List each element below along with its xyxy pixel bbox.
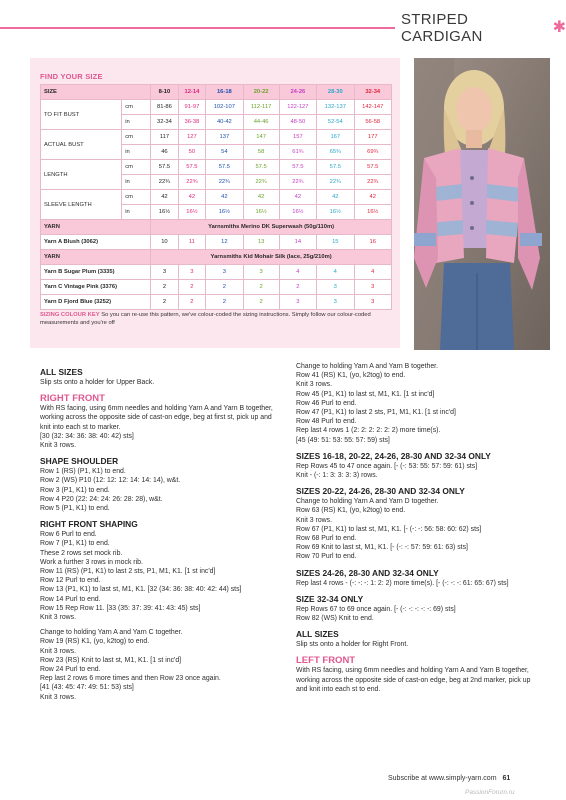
value-cell: 2: [279, 280, 316, 295]
value-cell: 2: [243, 280, 279, 295]
table-row: [41, 100, 392, 115]
page-header: [395, 11, 566, 45]
value-cell: 69¾: [354, 145, 392, 160]
value-cell: 157: [279, 130, 316, 145]
value-cell: 117: [151, 130, 178, 145]
table-row: [41, 265, 392, 280]
yarn-c-label: Yarn C Vintage Pink (3376): [41, 280, 151, 295]
right-column: [296, 362, 536, 694]
size-row: [41, 85, 392, 100]
unit-cell: in: [122, 145, 151, 160]
value-cell: 16½: [354, 205, 392, 220]
value-cell: 13: [243, 235, 279, 250]
instruction-line: Row 69 Knit to last st, M1, K1. [- (-: -: 57: 59: 61: 63) sts]: [296, 544, 468, 552]
footer-subscribe: Subscribe at www.simply-yarn.com: [388, 775, 497, 782]
instruction-line: Knit 3 rows.: [40, 614, 76, 622]
value-cell: 132-137: [317, 100, 354, 115]
measurement-label: ACTUAL BUST: [41, 130, 122, 160]
instruction-line: Row 6 Purl to end.: [40, 531, 97, 539]
value-cell: 48-50: [279, 115, 316, 130]
page-title: STRIPED CARDIGAN: [401, 11, 483, 45]
value-cell: 57.5: [279, 160, 316, 175]
value-cell: 3: [279, 295, 316, 310]
all-sizes-heading: ALL SIZES: [296, 629, 339, 640]
value-cell: 2: [206, 280, 243, 295]
value-cell: 44-46: [243, 115, 279, 130]
size-cell: 32-34: [354, 85, 392, 100]
unit-cell: cm: [122, 130, 151, 145]
value-cell: 22¾: [354, 175, 392, 190]
size-table: [40, 84, 392, 310]
instruction-line: Row 3 (P1, K1) to end.: [40, 486, 110, 494]
instruction-line: Row 2 (WS) P10 (12: 12: 12: 14: 14: 14), w&t.: [40, 477, 181, 485]
unit-cell: cm: [122, 190, 151, 205]
size-label: SIZE: [41, 85, 151, 100]
instruction-line: Row 1 (RS) (P1, K1) to end.: [40, 468, 126, 476]
instruction-line: Row 47 (P1, K1) to last 2 sts, P1, M1, K1. [1 st inc'd]: [296, 409, 456, 417]
table-row: [41, 235, 392, 250]
instruction-line: Rep last 4 rows 1 (2: 2: 2: 2: 2: 2) more time(s).: [296, 427, 441, 435]
value-cell: 22¾: [151, 175, 178, 190]
instruction-line: [41 (43: 45: 47: 49: 51: 53) sts]: [40, 684, 134, 692]
value-cell: 16½: [243, 205, 279, 220]
value-cell: 32-34: [151, 115, 178, 130]
instruction-line: Knit 3 rows.: [296, 381, 332, 389]
size-cell: 8-10: [151, 85, 178, 100]
measurement-label: TO FIT BUST: [41, 100, 122, 130]
value-cell: 57.5: [243, 160, 279, 175]
size-32-34-heading: SIZE 32-34 ONLY: [296, 593, 364, 604]
value-cell: 42: [206, 190, 243, 205]
size-table-heading: FIND YOUR SIZE: [40, 72, 103, 81]
value-cell: 42: [279, 190, 316, 205]
page-footer: [388, 775, 510, 782]
right-front-text: With RS facing, using 6mm needles and holding Yarn A and Yarn B together, working across the opposite side of cast-on edge, beg at first st, pick up and knit into each st to marker.: [40, 405, 273, 431]
value-cell: 22¾: [206, 175, 243, 190]
yarn-label: YARN: [41, 220, 151, 235]
value-cell: 102-107: [206, 100, 243, 115]
value-cell: 4: [317, 265, 354, 280]
value-cell: 16: [354, 235, 392, 250]
value-cell: 2: [243, 295, 279, 310]
table-row: [41, 190, 392, 205]
value-cell: 46: [151, 145, 178, 160]
instruction-line: Row 13 (P1, K1) to last st, M1, K1. [32 (34: 36: 38: 40: 42: 44) sts]: [40, 586, 242, 594]
value-cell: 122-127: [279, 100, 316, 115]
left-front-text: With RS facing, using 6mm needles and holding Yarn A and Yarn B together, working across the opposite side of cast-on edge, beg at 2nd marker, pick up and knit into each st to end.: [296, 667, 531, 693]
instruction-line: Knit 3 rows.: [40, 647, 76, 655]
size-cell: 28-30: [317, 85, 354, 100]
instruction-line: Change to holding Yarn A and Yarn C together.: [40, 629, 183, 637]
instruction-line: Rep last 2 rows 6 more times and then Row 23 once again.: [40, 675, 221, 683]
sizing-colour-key: [40, 311, 385, 327]
value-cell: 167: [317, 130, 354, 145]
value-cell: 50: [178, 145, 205, 160]
instruction-line: Knit 3 rows.: [296, 516, 332, 524]
instruction-line: Work a further 3 rows in mock rib.: [40, 558, 143, 566]
value-cell: 2: [178, 295, 205, 310]
value-cell: 22¾: [243, 175, 279, 190]
instruction-line: Rep last 4 rows - (-: -: -: 1: 2: 2) more time(s). [- (-: -: -: 61: 65: 67) sts]: [296, 579, 509, 587]
instruction-line: Row 7 (P1, K1) to end.: [40, 540, 110, 548]
instruction-line: Row 82 (WS) Knit to end.: [296, 615, 374, 623]
value-cell: 4: [279, 265, 316, 280]
table-row: [41, 130, 392, 145]
instruction-line: Change to holding Yarn A and Yarn D together.: [296, 498, 439, 506]
all-sizes-text: Slip sts onto a holder for Upper Back.: [40, 379, 155, 386]
shape-shoulder-heading: SHAPE SHOULDER: [40, 456, 119, 467]
value-cell: 3: [151, 265, 178, 280]
all-sizes-text: Slip sts onto a holder for Right Front.: [296, 641, 409, 649]
value-cell: 57.5: [178, 160, 205, 175]
value-cell: 16½: [178, 205, 205, 220]
instruction-line: Row 14 Purl to end.: [40, 595, 101, 603]
unit-cell: in: [122, 175, 151, 190]
table-row: [41, 295, 392, 310]
value-cell: 52-54: [317, 115, 354, 130]
cardigan-photo-illustration: [414, 58, 550, 350]
value-cell: 22¾: [317, 175, 354, 190]
value-cell: 3: [206, 265, 243, 280]
yarn-group-name: Yarnsmiths Merino DK Superwash (50g/110m): [151, 220, 392, 235]
value-cell: 22¾: [178, 175, 205, 190]
measurement-label: SLEEVE LENGTH: [41, 190, 122, 220]
instruction-line: Row 4 P20 (22: 24: 24: 26: 28: 28), w&t.: [40, 495, 163, 503]
instruction-line: Row 5 (P1, K1) to end.: [40, 505, 110, 513]
yarn-header-row: [41, 250, 392, 265]
instruction-line: Row 67 (P1, K1) to last st, M1, K1. [- (-: -: 56: 58: 60: 62) sts]: [296, 525, 482, 533]
instruction-line: [45 (49: 51: 53: 55: 57: 59) sts]: [296, 436, 390, 444]
value-cell: 36-38: [178, 115, 205, 130]
value-cell: 14: [279, 235, 316, 250]
value-cell: 2: [151, 295, 178, 310]
right-front-stitch-count: [30 (32: 34: 36: 38: 40: 42) sts]: [40, 432, 134, 440]
page-number: 61: [502, 775, 511, 782]
right-front-shaping-heading: RIGHT FRONT SHAPING: [40, 519, 138, 530]
value-cell: 3: [354, 280, 392, 295]
instruction-line: Row 63 (RS) K1, (yo, k2tog) to end.: [296, 507, 406, 515]
header-rule: [0, 27, 395, 29]
instruction-line: Rep Rows 45 to 47 once again. [- (-: 53: 55: 57: 59: 61) sts]: [296, 462, 478, 470]
value-cell: 42: [178, 190, 205, 205]
value-cell: 15: [317, 235, 354, 250]
unit-cell: in: [122, 205, 151, 220]
value-cell: 137: [206, 130, 243, 145]
value-cell: 81-86: [151, 100, 178, 115]
value-cell: 127: [178, 130, 205, 145]
left-front-heading: LEFT FRONT: [296, 655, 356, 667]
value-cell: 177: [354, 130, 392, 145]
value-cell: 42: [317, 190, 354, 205]
instruction-line: Row 46 Purl to end.: [296, 399, 357, 407]
value-cell: 10: [151, 235, 178, 250]
value-cell: 2: [151, 280, 178, 295]
value-cell: 56-58: [354, 115, 392, 130]
value-cell: 3: [243, 265, 279, 280]
model-photo: [414, 58, 550, 350]
yarn-a-label: Yarn A Blush (3062): [41, 235, 151, 250]
sizes-20-22-heading: SIZES 20-22, 24-26, 28-30 AND 32-34 ONLY: [296, 486, 465, 497]
instruction-line: These 2 rows set mock rib.: [40, 549, 123, 557]
value-cell: 58: [243, 145, 279, 160]
value-cell: 12: [206, 235, 243, 250]
unit-cell: in: [122, 115, 151, 130]
value-cell: 57.5: [317, 160, 354, 175]
right-front-heading: RIGHT FRONT: [40, 393, 105, 405]
value-cell: 3: [178, 265, 205, 280]
table-row: [41, 280, 392, 295]
value-cell: 57.5: [151, 160, 178, 175]
instruction-line: Rep Rows 67 to 69 once again. [- (-: -: -: -: -: 69) sts]: [296, 605, 456, 613]
value-cell: 3: [354, 295, 392, 310]
instruction-line: Knit - (-: 1: 3: 3: 3: 3) rows.: [296, 472, 378, 480]
value-cell: 16½: [317, 205, 354, 220]
instruction-line: Row 45 (P1, K1) to last st, M1, K1. [1 st inc'd]: [296, 390, 435, 398]
value-cell: 3: [317, 295, 354, 310]
measurement-label: LENGTH: [41, 160, 122, 190]
instruction-line: Row 70 Purl to end.: [296, 553, 357, 561]
size-cell: 24-26: [279, 85, 316, 100]
instruction-line: Row 68 Purl to end.: [296, 535, 357, 543]
instruction-line: Row 19 (RS) K1, (yo, k2tog) to end.: [40, 638, 150, 646]
value-cell: 57.5: [206, 160, 243, 175]
flower-icon: ✱: [552, 19, 566, 36]
yarn-b-label: Yarn B Sugar Plum (3335): [41, 265, 151, 280]
value-cell: 65¾: [317, 145, 354, 160]
value-cell: 91-97: [178, 100, 205, 115]
instruction-line: Row 41 (RS) K1, (yo, k2tog) to end.: [296, 372, 406, 380]
value-cell: 57.5: [354, 160, 392, 175]
value-cell: 11: [178, 235, 205, 250]
watermark: PassionForum.ru: [465, 789, 515, 796]
size-cell: 16-18: [206, 85, 243, 100]
all-sizes-heading: ALL SIZES: [40, 367, 83, 377]
value-cell: 42: [243, 190, 279, 205]
value-cell: 42: [354, 190, 392, 205]
yarn-header-row: [41, 220, 392, 235]
key-heading: SIZING COLOUR KEY: [40, 312, 100, 318]
value-cell: 3: [317, 280, 354, 295]
value-cell: 147: [243, 130, 279, 145]
instruction-line: Row 15 Rep Row 11. [33 (35: 37: 39: 41: 43: 45) sts]: [40, 604, 201, 612]
instruction-line: Knit 3 rows.: [40, 693, 76, 701]
value-cell: 16½: [206, 205, 243, 220]
value-cell: 61¾: [279, 145, 316, 160]
value-cell: 4: [354, 265, 392, 280]
instruction-line: Change to holding Yarn A and Yarn B together.: [296, 363, 439, 370]
right-front-knit: Knit 3 rows.: [40, 442, 76, 450]
value-cell: 22¾: [279, 175, 316, 190]
value-cell: 2: [178, 280, 205, 295]
value-cell: 142-147: [354, 100, 392, 115]
sizes-24-26-heading: SIZES 24-26, 28-30 AND 32-34 ONLY: [296, 567, 439, 578]
unit-cell: cm: [122, 100, 151, 115]
unit-cell: cm: [122, 160, 151, 175]
value-cell: 40-42: [206, 115, 243, 130]
left-column: [40, 367, 280, 702]
yarn-d-label: Yarn D Fjord Blue (3252): [41, 295, 151, 310]
value-cell: 16½: [279, 205, 316, 220]
instruction-line: Row 12 Purl to end.: [40, 577, 101, 585]
sizes-16-18-heading: SIZES 16-18, 20-22, 24-26, 28-30 AND 32-34 ONLY: [296, 450, 491, 461]
value-cell: 54: [206, 145, 243, 160]
size-cell: 20-22: [243, 85, 279, 100]
instruction-line: Row 23 (RS) Knit to last st, M1, K1. [1 st inc'd]: [40, 656, 182, 664]
value-cell: 16½: [151, 205, 178, 220]
value-cell: 2: [206, 295, 243, 310]
key-text: So you can re-use this pattern, we've colour-coded the sizing instructions. Simply follow our colour-coded measurements and you're off: [40, 312, 371, 326]
yarn-label: YARN: [41, 250, 151, 265]
size-cell: 12-14: [178, 85, 205, 100]
instruction-line: Row 24 Purl to end.: [40, 666, 101, 674]
yarn-group-name: Yarnsmiths Kid Mohair Silk (lace, 25g/210m): [151, 250, 392, 265]
value-cell: 42: [151, 190, 178, 205]
table-row: [41, 160, 392, 175]
instruction-line: Row 11 (RS) (P1, K1) to last 2 sts, P1, M1, K1. [1 st inc'd]: [40, 568, 216, 576]
value-cell: 112-117: [243, 100, 279, 115]
instruction-line: Row 48 Purl to end.: [296, 418, 357, 426]
